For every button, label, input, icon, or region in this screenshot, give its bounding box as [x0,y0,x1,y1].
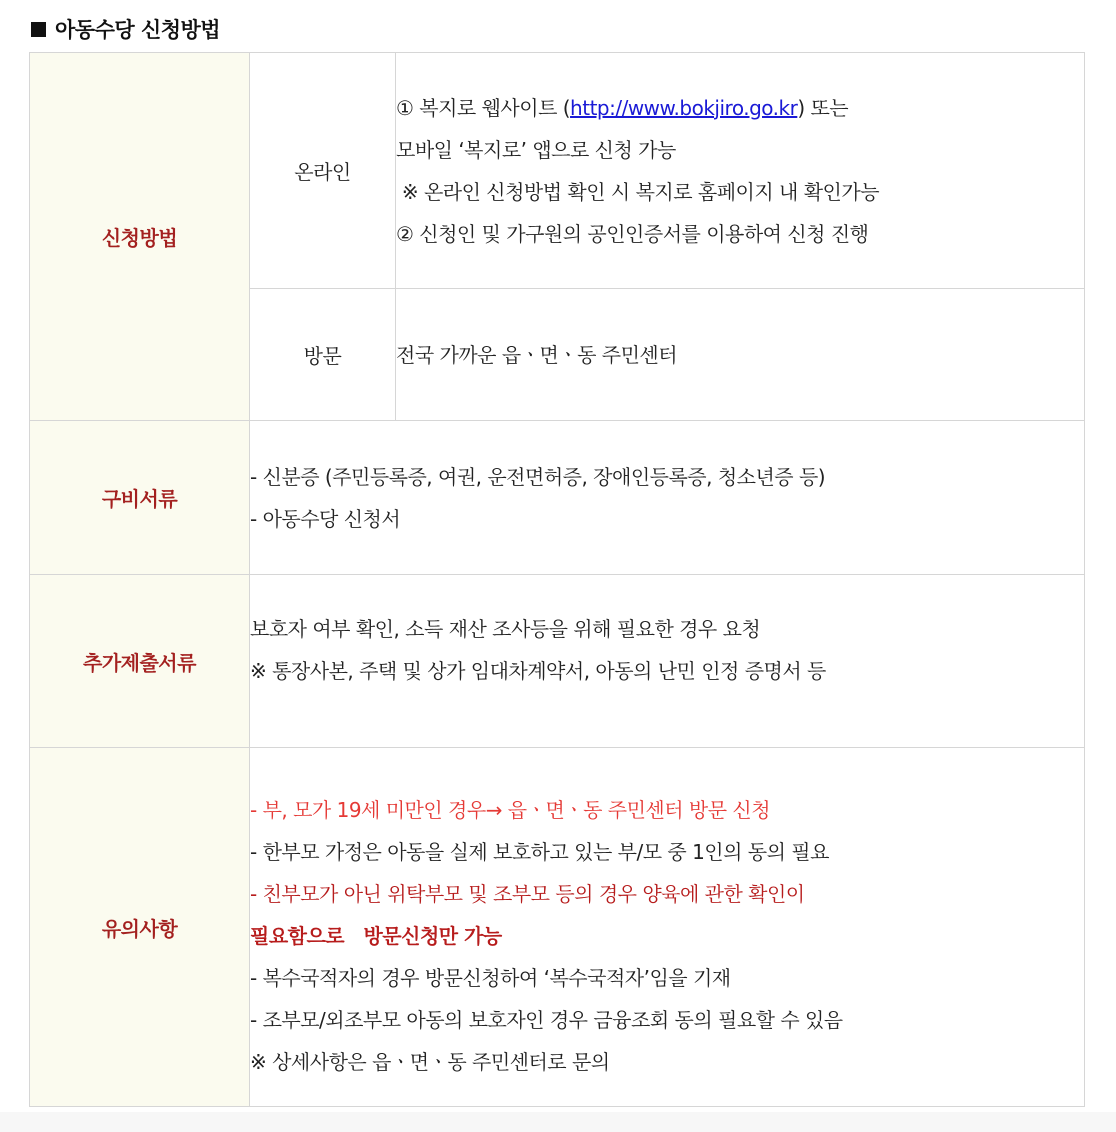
online-line-2: 모바일 ‘복지로’ 앱으로 신청 가능 [396,137,676,162]
visit-apply-content [396,289,1085,421]
table-row [30,575,1085,748]
documents-line-1: - 신분증 (주민등록증, 여권, 운전면허증, 장애인등록증, 청소년증 등) [250,464,826,489]
extra-documents-content [250,575,1085,748]
online-apply-content [396,53,1085,289]
table-row [30,53,1085,289]
online-line-1-prefix: ① 복지로 웹사이트 ( [396,95,571,120]
page-bottom-strip [0,1112,1116,1132]
table-row [30,421,1085,575]
online-line-1-suffix: ) 또는 [797,95,849,120]
section-heading-text: 아동수당 신청방법 [55,18,221,42]
documents-line-2: - 아동수당 신청서 [250,506,401,531]
application-info-table [29,52,1085,1107]
extra-documents-line-2: ※ 통장사본, 주택 및 상가 임대차계약서, 아동의 난민 인정 증명서 등 [250,659,826,683]
online-line-1 [396,87,1084,129]
category-extra-documents: 추가제출서류 [30,575,250,748]
notes-content [250,748,1085,1107]
square-bullet-icon [31,22,46,37]
visit-line: 전국 가까운 읍ㆍ면ㆍ동 주민센터 [396,342,678,367]
table-row [30,748,1085,1107]
online-line-4: ② 신청인 및 가구원의 공인인증서를 이용하여 신청 진행 [396,221,869,246]
subcategory-online: 온라인 [250,53,396,289]
category-notes: 유의사항 [30,748,250,1107]
bokjiro-website-link[interactable]: http://www.bokjiro.go.kr [570,95,798,120]
extra-documents-line-1: 보호자 여부 확인, 소득 재산 조사등을 위해 필요한 경우 요청 [250,617,761,641]
documents-content [250,421,1085,575]
note-line-1: - 부, 모가 19세 미만인 경우→ 읍ㆍ면ㆍ동 주민센터 방문 신청 [250,798,771,822]
section-heading [31,14,220,44]
note-line-5: - 복수국적자의 경우 방문신청하여 ‘복수국적자’임을 기재 [250,966,731,990]
note-line-7: ※ 상세사항은 읍ㆍ면ㆍ동 주민센터로 문의 [250,1050,610,1074]
category-apply-method: 신청방법 [30,53,250,421]
note-line-4: 필요함으로 방문신청만 가능 [250,924,502,948]
category-documents: 구비서류 [30,421,250,575]
note-line-2: - 한부모 가정은 아동을 실제 보호하고 있는 부/모 중 1인의 동의 필요 [250,840,829,864]
note-line-3: - 친부모가 아닌 위탁부모 및 조부모 등의 경우 양육에 관한 확인이 [250,882,805,906]
note-line-6: - 조부모/외조부모 아동의 보호자인 경우 금융조회 동의 필요할 수 있음 [250,1008,843,1032]
online-line-3: ※ 온라인 신청방법 확인 시 복지로 홈페이지 내 확인가능 [396,179,880,204]
subcategory-visit: 방문 [250,289,396,421]
